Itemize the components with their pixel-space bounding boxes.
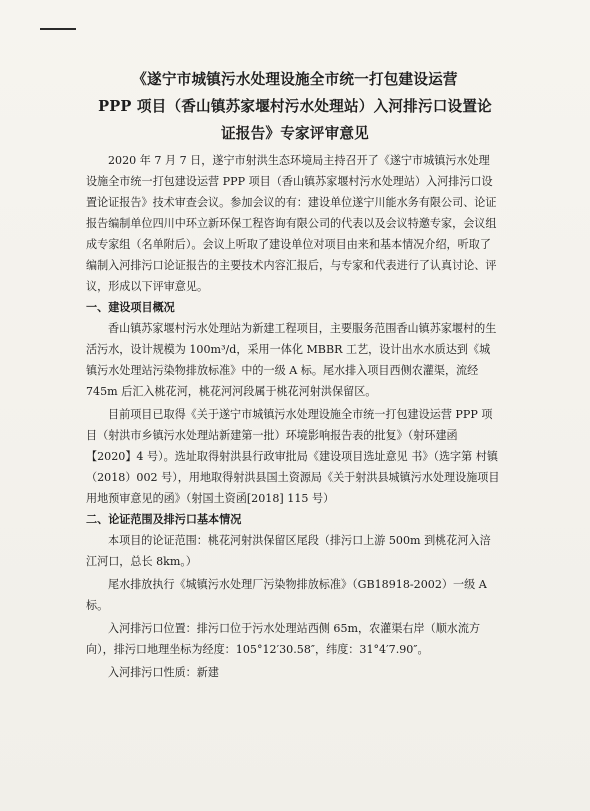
document-title [60,66,530,147]
section-heading-2: 二、论证范围及排污口基本情况 [86,513,242,526]
intro-paragraph: 2020 年 7 月 7 日，遂宁市射洪生态环境局主持召开了《遂宁市城镇污水处理设施全市统一打包建设运营 PPP 项目（香山镇苏家堰村污水处理站）入河排污口设置论证报告》技术审查会议。参加会议的有：建设单位遂宁川能水务有限公司、论证报告编制单位四川中环立新环保工程咨询有限公司的代表以及会议特邀专家，会议组成专家组（名单附后）。会议上听取了建设单位对项目由来和基本情况介绍，听取了编制入河排污口论证报告的主要技术内容汇报后，与专家和代表进行了认真讨论、评议，形成以下评审意见。 [86,154,497,293]
header-rule [40,28,76,30]
document-body [86,150,500,683]
section2-paragraph-1: 本项目的论证范围：桃花河射洪保留区尾段（排污口上游 500m 到桃花河入涪江河口，总长 8km。） [86,534,491,568]
section2-paragraph-4: 入河排污口性质：新建 [108,666,219,679]
section-heading-1: 一、建设项目概况 [86,301,175,314]
section2-paragraph-2: 尾水排放执行《城镇污水处理厂污染物排放标准》（GB18918-2002）一级 A 标。 [86,578,487,612]
title-line: 证报告》专家评审意见 [221,125,369,142]
section1-paragraph-1: 香山镇苏家堰村污水处理站为新建工程项目，主要服务范围香山镇苏家堰村的生活污水，设计规模为 100m³/d，采用一体化 MBBR 工艺，设计出水水质达到《城镇污水处理站污染物排放标准》中的一级 A 标。尾水排入项目西侧农灌渠，流经 745m 后汇入桃花河，桃花河河段属于桃花河射洪保留区。 [86,322,497,398]
title-line: 《遂宁市城镇污水处理设施全市统一打包建设运营 [132,71,458,88]
section2-paragraph-3: 入河排污口位置：排污口位于污水处理站西侧 65m，农灌渠右岸（顺水流方向），排污口地理坐标为经度：105°12′30.58″，纬度：31°4′7.90″。 [86,622,481,656]
section1-paragraph-2: 目前项目已取得《关于遂宁市城镇污水处理设施全市统一打包建设运营 PPP 项目（射洪市乡镇污水处理站新建第一批）环境影响报告表的批复》（射环建函【2020】4 号）。选址取得射洪县行政审批局《建设项目选址意见 书》（选字第 村镇（2018）002 号），用地取得射洪县国土资源局《关于射洪县城镇污水处理设施项目用地预审意见的函》（射国土资函[2018] 115 号） [86,408,500,505]
title-line: PPP 项目（香山镇苏家堰村污水处理站）入河排污口设置论 [98,98,492,115]
